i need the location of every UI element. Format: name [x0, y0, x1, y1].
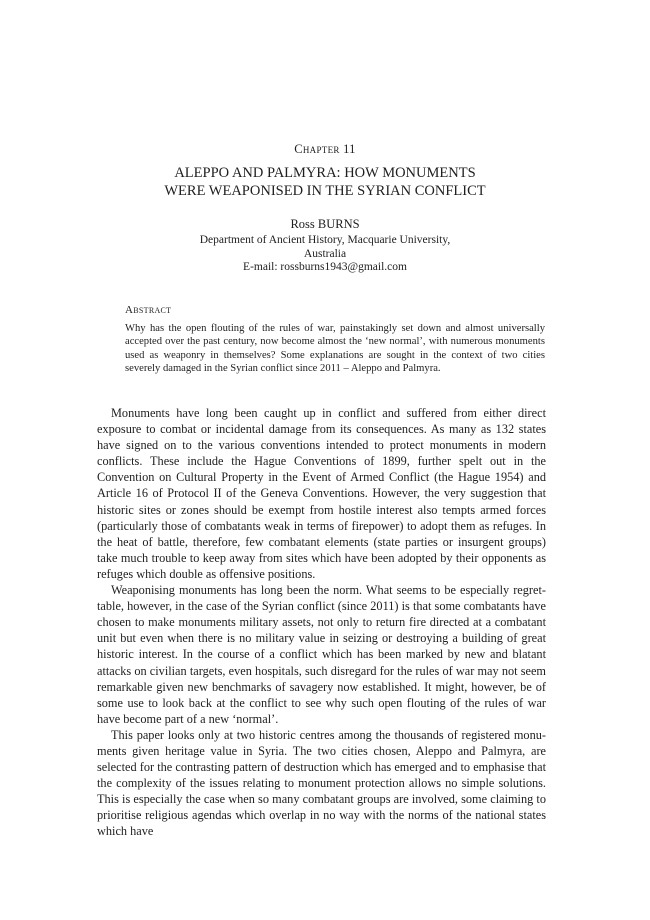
chapter-title-line: ALEPPO AND PALMYRA: HOW MONUMENTS — [174, 165, 476, 181]
body-paragraph: This paper looks only at two historic centres among the thousands of registered monuments given heritage value in Syria. The two cities chosen, Aleppo and Palmyra, are selected for the contrasting pattern of destruction which has emerged and to emphasise that the complexity of the issues relating to monument protection allows no simple solutions. This is especially the case when so many combatant groups are involved, some claiming to prioritise religious agendas which overlap in no way with the norms of the national states which have — [97, 727, 546, 839]
email-line: E-mail: rossburns1943@gmail.com — [243, 261, 407, 273]
affiliation-line: Australia — [303, 247, 347, 260]
chapter-title-line: WERE WEAPONISED IN THE SYRIAN CONFLICT — [164, 183, 486, 199]
affiliation-line: Department of Ancient History, Macquarie University, — [199, 234, 451, 246]
abstract-text: Why has the open flouting of the rules of war, painstakingly set down and almost universally accepted over the past century, now become almost the ‘new normal’, with numerous monuments used as weaponry in themselves? Some explanations are sought in the context of two cities severely damaged in the Syrian conflict since 2011 – Aleppo and Palmyra. — [125, 323, 545, 375]
author-name: Ross BURNS — [290, 217, 360, 231]
chapter-title — [120, 164, 530, 200]
body-text — [97, 405, 546, 840]
body-paragraph: Monuments have long been caught up in conflict and suffered from either direct exposure to combat or incidental damage from its consequences. As many as 132 states have signed on to the various conventions intended to protect monuments in modern conflicts. These include the Hague Conventions of 1899, further spelt out in the Convention on Cultural Property in the Event of Armed Conflict (the Hague 1954) and Article 16 of Protocol II of the Geneva Conventions. However, the very suggestion that historic sites or zones should be exempt from hostile interest also tempts armed forces (particularly those of combatants weak in terms of firepower) to adopt them as refuges. In the heat of battle, therefore, few combatant elements (state parties or insurgent groups) take much trouble to keep away from sites which have been adopted by their opponents as refuges which double as offensive positions. — [97, 406, 546, 581]
body-paragraph: Weaponising monuments has long been the norm. What seems to be especially regrettable, however, in the case of the Syrian conflict (since 2011) is that some combatants have chosen to make monuments military assets, not only to return fire directed at a combatant unit but even when there is no military value in seizing or destroying a building of great historic interest. In the course of a conflict which has been marked by new and blatant attacks on civilian targets, even hospitals, such disregard for the rules of war may not seem remarkable given new benchmarks of savagery now established. It might, however, be of some use to look back at the conflict to see why such open flouting of the rules of war have become part of a new ‘normal’. — [97, 583, 546, 726]
abstract-heading: Abstract — [125, 304, 172, 316]
author-affiliation — [150, 234, 500, 275]
chapter-label: Chapter 11 — [294, 142, 356, 156]
